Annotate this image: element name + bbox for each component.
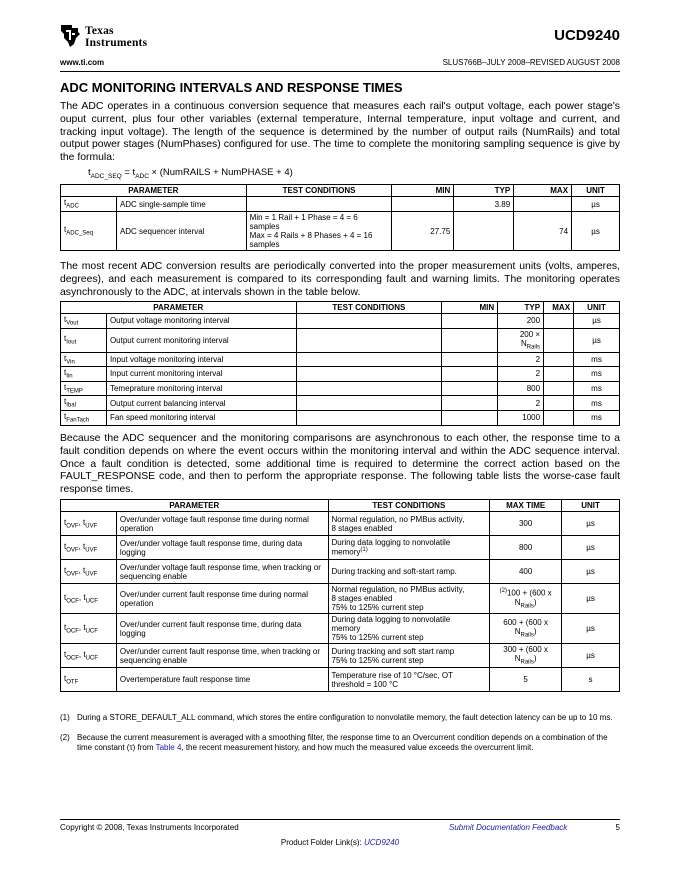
max-time-cell: 800 — [490, 536, 562, 560]
symbol-cell: $t_{OVF}$, $t_{UVF}$ — [61, 536, 117, 560]
col-header: MAX TIME — [490, 500, 562, 512]
param-cell: Output voltage monitoring interval — [106, 314, 296, 329]
max-cell — [544, 410, 574, 425]
cond-cell: Min = 1 Rail + 1 Phase = 4 = 6 samples Max = 4 Rails + 8 Phases + 4 = 16 samples — [246, 212, 392, 251]
symbol-cell: $t_{OVF}$, $t_{UVF}$ — [61, 560, 117, 584]
part-number: UCD9240 — [554, 27, 620, 44]
section-title: ADC MONITORING INTERVALS AND RESPONSE TIMES — [60, 80, 403, 95]
typ-cell: 200 — [498, 314, 544, 329]
cond-cell — [296, 367, 442, 382]
table-row — [61, 197, 620, 212]
unit-cell: µs — [572, 212, 620, 251]
param-cell: ADC sequencer interval — [116, 212, 246, 251]
max-time-cell: 300 — [490, 512, 562, 536]
min-cell — [392, 197, 454, 212]
formula: $t_{ADC\_SEQ} = t_{ADC}$ × (NumRAILS + NumPHASE + 4) — [88, 167, 293, 180]
unit-cell: ms — [574, 367, 620, 382]
min-cell: 27.75 — [392, 212, 454, 251]
max-time-cell: $^{(2)}$100 + (600 x $N_{Rails}$) — [490, 584, 562, 614]
table-row — [61, 314, 620, 329]
symbol-cell: $t_{OVF}$, $t_{UVF}$ — [61, 512, 117, 536]
product-link[interactable]: UCD9240 — [364, 838, 400, 847]
table-row — [61, 212, 620, 251]
cond-cell — [296, 396, 442, 411]
cond-cell — [246, 197, 392, 212]
min-cell — [442, 328, 498, 352]
max-cell: 74 — [514, 212, 572, 251]
cond-cell: During data logging to nonvolatile memory 75% to 125% current step — [328, 614, 490, 644]
col-header: PARAMETER — [61, 500, 329, 512]
unit-cell: µs — [562, 644, 620, 668]
symbol-cell: $t_{OCF}$, $t_{UCF}$ — [61, 584, 117, 614]
header-line — [60, 58, 620, 70]
param-cell: Over/under current fault response time, during data logging — [116, 614, 328, 644]
table-4-link[interactable]: Table 4 — [155, 743, 182, 752]
symbol-cell: $t_{ADC}$ — [61, 197, 117, 212]
max-cell — [544, 396, 574, 411]
col-header: PARAMETER — [61, 185, 247, 197]
cond-cell: During data logging to nonvolatile memory$^{(1)}$ — [328, 536, 490, 560]
param-cell: Overtemperature fault response time — [116, 668, 328, 692]
unit-cell: µs — [562, 584, 620, 614]
table-row — [61, 644, 620, 668]
max-cell — [544, 314, 574, 329]
footer-divider — [60, 819, 620, 820]
table-row — [61, 560, 620, 584]
col-header: TYP — [454, 185, 514, 197]
param-cell: Fan speed monitoring interval — [106, 410, 296, 425]
param-cell: Temeprature monitoring interval — [106, 381, 296, 396]
table-header-row — [61, 185, 620, 197]
typ-cell: 1000 — [498, 410, 544, 425]
max-time-cell: 300 + (600 x $N_{Rails}$) — [490, 644, 562, 668]
param-cell: Over/under voltage fault response time, when tracking or sequencing enable — [116, 560, 328, 584]
table-row — [61, 328, 620, 352]
max-time-cell: 600 + (600 x $N_{Rails}$) — [490, 614, 562, 644]
table-header-row — [61, 500, 620, 512]
fault-response-table — [60, 499, 620, 692]
monitoring-paragraph: The most recent ADC conversion results are periodically converted into the proper measurement units (volts, amperes, degrees), and each measurement is compared to its corresponding fault and warning limits. The monitoring operates asynchronously to the ADC, at intervals shown in the table below. — [60, 261, 620, 298]
table-row — [61, 536, 620, 560]
table-row — [61, 396, 620, 411]
unit-cell: ms — [574, 410, 620, 425]
max-time-cell: 400 — [490, 560, 562, 584]
col-header: MAX — [514, 185, 572, 197]
feedback-link[interactable]: Submit Documentation Feedback — [449, 823, 568, 832]
param-cell: Input current monitoring interval — [106, 367, 296, 382]
unit-cell: µs — [572, 197, 620, 212]
table-row — [61, 381, 620, 396]
min-cell — [442, 396, 498, 411]
param-cell: Over/under voltage fault response time during normal operation — [116, 512, 328, 536]
table-row — [61, 367, 620, 382]
cond-cell: During tracking and soft start ramp 75% to 125% current step — [328, 644, 490, 668]
max-cell — [544, 381, 574, 396]
cond-cell: Normal regulation, no PMBus activity, 8 stages enabled — [328, 512, 490, 536]
col-header: UNIT — [572, 185, 620, 197]
param-cell: Input voltage monitoring interval — [106, 352, 296, 367]
typ-cell — [454, 212, 514, 251]
cond-cell: Temperature rise of 10 °C/sec, OT threshold = 100 °C — [328, 668, 490, 692]
min-cell — [442, 352, 498, 367]
col-header: MIN — [392, 185, 454, 197]
col-header: UNIT — [562, 500, 620, 512]
col-header: MIN — [442, 302, 498, 314]
col-header: TEST CONDITIONS — [328, 500, 490, 512]
unit-cell: s — [562, 668, 620, 692]
min-cell — [442, 381, 498, 396]
footnote-1: (1) During a STORE_DEFAULT_ALL command, which stores the entire configuration to nonvolatile memory, the fault detection latency can be up to 10 ms. — [60, 713, 613, 722]
cond-cell — [296, 352, 442, 367]
typ-cell: 800 — [498, 381, 544, 396]
ti-logo[interactable] — [58, 22, 168, 50]
col-header: TEST CONDITIONS — [246, 185, 392, 197]
unit-cell: µs — [574, 328, 620, 352]
symbol-cell: $t_{FanTach}$ — [61, 410, 107, 425]
symbol-cell: $t_{OCF}$, $t_{UCF}$ — [61, 614, 117, 644]
table-row — [61, 584, 620, 614]
website-link[interactable]: www.ti.com — [60, 58, 105, 67]
table-row — [61, 352, 620, 367]
col-header: MAX — [544, 302, 574, 314]
max-cell — [544, 352, 574, 367]
typ-cell: 2 — [498, 396, 544, 411]
min-cell — [442, 367, 498, 382]
brand-line-1: Texas — [85, 25, 114, 37]
unit-cell: µs — [562, 536, 620, 560]
table-row — [61, 512, 620, 536]
typ-cell: 3.89 — [454, 197, 514, 212]
footnote-2: (2) Because the current measurement is averaged with a smoothing filter, the response time to an Overcurrent condition depends on a combination of the time constant (τ) from Table 4, the recent measurement history, and how much the measured value exceeds the overcurrent limit. — [60, 733, 608, 752]
unit-cell: ms — [574, 352, 620, 367]
col-header: TEST CONDITIONS — [296, 302, 442, 314]
typ-cell: $200 \times N_{Rails}$ — [498, 328, 544, 352]
min-cell — [442, 314, 498, 329]
unit-cell: µs — [562, 560, 620, 584]
cond-cell — [296, 314, 442, 329]
param-cell: Output current balancing interval — [106, 396, 296, 411]
min-cell — [442, 410, 498, 425]
symbol-cell: $t_{Iin}$ — [61, 367, 107, 382]
symbol-cell: $t_{TEMP}$ — [61, 381, 107, 396]
col-header: PARAMETER — [61, 302, 297, 314]
unit-cell: µs — [562, 512, 620, 536]
col-header: UNIT — [574, 302, 620, 314]
symbol-cell: $t_{ADC\_Seq}$ — [61, 212, 117, 251]
param-cell: ADC single-sample time — [116, 197, 246, 212]
cond-cell — [296, 410, 442, 425]
brand-line-2: Instruments — [85, 37, 148, 49]
symbol-cell: $t_{OCF}$, $t_{UCF}$ — [61, 644, 117, 668]
symbol-cell: $t_{OTF}$ — [61, 668, 117, 692]
cond-cell: Normal regulation, no PMBus activity, 8 stages enabled 75% to 125% current step — [328, 584, 490, 614]
max-cell — [514, 197, 572, 212]
col-header: TYP — [498, 302, 544, 314]
product-folder-link: Product Folder Link(s): UCD9240 — [280, 838, 400, 847]
symbol-cell: $t_{Vin}$ — [61, 352, 107, 367]
symbol-cell: $t_{Ibal}$ — [61, 396, 107, 411]
unit-cell: ms — [574, 381, 620, 396]
typ-cell: 2 — [498, 367, 544, 382]
adc-timing-table — [60, 184, 620, 251]
unit-cell: ms — [574, 396, 620, 411]
unit-cell: µs — [574, 314, 620, 329]
table-header-row — [61, 302, 620, 314]
monitoring-interval-table — [60, 301, 620, 426]
intro-paragraph: The ADC operates in a continuous conversion sequence that measures each rail's output voltage, each power stage's ouput current, plus four other variables (external temperature, Internal temperature, input voltage and current, and tracking input voltage). The length of the sequence is determined by the number of output rails (NumRails) and total output power stages (NumPhases) configured for use. The time to complete the monitoring sampling sequence is give by the formula: — [60, 101, 620, 164]
table-row — [61, 668, 620, 692]
param-cell: Over/under current fault response time, when tracking or sequencing enable — [116, 644, 328, 668]
param-cell: Over/under voltage fault response time, during data logging — [116, 536, 328, 560]
copyright: Copyright © 2008, Texas Instruments Incorporated — [60, 823, 239, 832]
max-cell — [544, 367, 574, 382]
symbol-cell: $t_{Iout}$ — [61, 328, 107, 352]
symbol-cell: $t_{Vout}$ — [61, 314, 107, 329]
param-cell: Over/under current fault response time during normal operation — [116, 584, 328, 614]
max-time-cell: 5 — [490, 668, 562, 692]
max-cell — [544, 328, 574, 352]
param-cell: Output current monitoring interval — [106, 328, 296, 352]
unit-cell: µs — [562, 614, 620, 644]
table-row — [61, 410, 620, 425]
cond-cell: During tracking and soft-start ramp. — [328, 560, 490, 584]
page-number: 5 — [615, 823, 620, 832]
cond-cell — [296, 328, 442, 352]
typ-cell: 2 — [498, 352, 544, 367]
document-id: SLUS766B–JULY 2008–REVISED AUGUST 2008 — [442, 58, 620, 67]
cond-cell — [296, 381, 442, 396]
table-row — [61, 614, 620, 644]
fault-response-paragraph: Because the ADC sequencer and the monitoring comparisons are asynchronous to each other, the response time to a fault condition depends on where the event occurs within the monitoring interval and within the ADC sequence interval. Once a fault condition is detected, some additional time is required to determine the correct action based on the FAULT_RESPONSE code, and then to perform the appropriate response. The following table lists the worse-case fault response times. — [60, 433, 620, 496]
header-divider — [60, 71, 620, 72]
ti-logo-icon — [58, 22, 82, 48]
